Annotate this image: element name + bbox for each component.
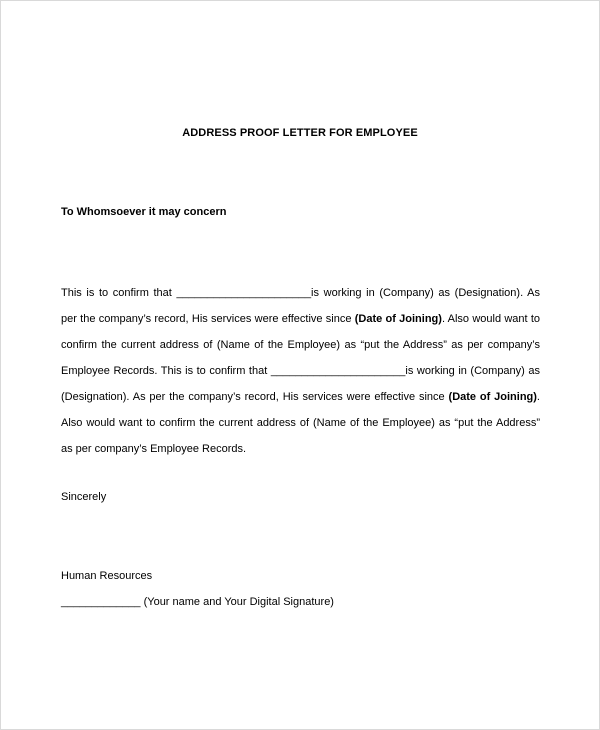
body-text-part-3: . Also would want to confirm the current address of (Name of the Employee) as “put the Address” as per company’s Employee Records. [61, 391, 540, 455]
salutation: To Whomsoever it may concern [61, 206, 227, 218]
letter-title: ADDRESS PROOF LETTER FOR EMPLOYEE [182, 127, 418, 139]
body-text-part-1: This is to confirm that ______________________is working in (Company) as (Designation). As per the company’s record, His services were effective since [61, 287, 540, 325]
date-of-joining-placeholder-2: (Date of Joining) [448, 391, 537, 403]
body-text-part-2: . Also would want to confirm the current address of (Name of the Employee) as “put the Address” as per company’s Employee Records. This is to confirm that ______________________is working in (Company) as (Designation). As per the company’s record, His services were effective since [61, 313, 541, 403]
signature-line: _____________ (Your name and Your Digital Signature) [61, 596, 334, 608]
letter-body [61, 280, 540, 462]
closing: Sincerely [61, 491, 107, 503]
department-name: Human Resources [61, 570, 153, 582]
date-of-joining-placeholder-1: (Date of Joining) [354, 313, 442, 325]
